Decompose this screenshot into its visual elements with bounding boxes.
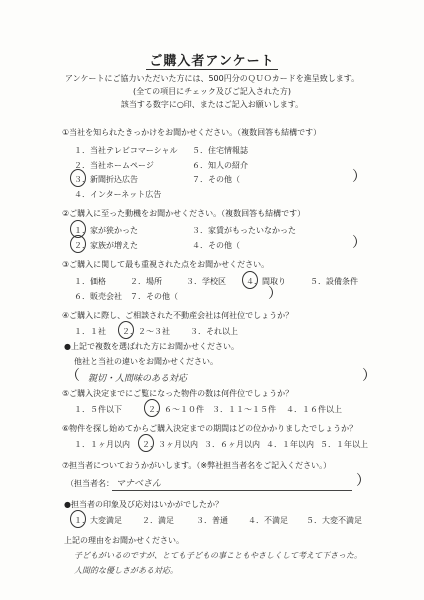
q4-option-1[interactable]: １．１社 [74, 327, 106, 336]
q3-option-1[interactable]: １．価格 [74, 277, 106, 286]
q6-option-3[interactable]: ３．６ヶ月以内 [204, 440, 260, 449]
q3-option-5[interactable]: ５．設備条件 [310, 277, 358, 286]
q7-option-1[interactable]: １．大変満足 [74, 516, 122, 525]
q7-staff-label: （担当者名： [66, 479, 114, 488]
q1-selected-circle [70, 169, 86, 187]
q4-option-2[interactable]: ２．２～３社 [122, 327, 170, 336]
q4-open-paren: （ [66, 368, 80, 384]
q3-selected-circle [242, 271, 258, 289]
q5-option-1[interactable]: １．５件以下 [74, 405, 122, 414]
q7-selected-circle [70, 510, 86, 528]
q7-question: ⑦担当者についておうかがいします。（※弊社担当者名をご記入ください。） [62, 461, 332, 470]
q1-option-3[interactable]: ３．新聞折込広告 [74, 175, 138, 184]
q1-option-6[interactable]: ６．知人の紹介 [192, 161, 248, 170]
q6-question: ⑥物件を探し始めてからご購入決定までの期間はどの位かかりましたでしょうか？ [62, 424, 358, 433]
q6-selected-circle [138, 434, 154, 452]
q7-sub-question: ●担当者の印象及び応対はいかがでしたか？ [64, 500, 223, 509]
q6-option-4[interactable]: ４．１年以内 [266, 440, 314, 449]
q5-question: ⑤ご購入決定までにご覧になった物件の数は何件位でしょうか？ [62, 389, 294, 398]
q1-option-7[interactable]: ７．その他（ [192, 175, 240, 184]
q5-option-2[interactable]: ２．６～１０件 [148, 405, 204, 414]
q3-option-3[interactable]: ３．学校区 [186, 277, 226, 286]
q3-question: ③ご購入に関して最も重視された点をお聞かせください。 [62, 260, 270, 269]
q1-question: ①当社を知られたきっかけをお聞かせください。（複数回答も結構です） [62, 128, 322, 137]
q1-option-2[interactable]: ２．当社ホームページ [74, 161, 154, 170]
q2-option-4[interactable]: ４．その他（ [192, 241, 240, 250]
q3-option-4[interactable]: ４．間取り [246, 277, 286, 286]
q4-close-paren: ） [362, 368, 376, 384]
q7-option-2[interactable]: ２．満足 [142, 516, 174, 525]
q2-option-1[interactable]: １．家が狭かった [74, 226, 138, 235]
q2-question: ②ご購入に至った動機をお聞かせください。（複数回答も結構です） [62, 209, 306, 218]
q1-option-1[interactable]: １．当社テレビコマーシャル [74, 146, 178, 155]
q2-option-3[interactable]: ３．家賃がもったいなかった [192, 226, 296, 235]
q4-option-3[interactable]: ３．それ以上 [190, 327, 238, 336]
q7-name-underline [112, 490, 352, 491]
q7-option-4[interactable]: ４．不満足 [248, 516, 288, 525]
q1-option-4[interactable]: ４．インターネット広告 [74, 190, 162, 199]
q7-reason-label: 上記の理由をお聞かせください。 [64, 536, 184, 545]
q7-option-3[interactable]: ３．普通 [196, 516, 228, 525]
q3-option-6[interactable]: ６．販売会社 [74, 292, 122, 301]
q3-option-2[interactable]: ２．場所 [130, 277, 162, 286]
q5-selected-circle [144, 399, 160, 417]
q4-sub-question-1: ●上記で複数を選ばれた方にお聞かせください。 [64, 342, 239, 351]
q5-option-3[interactable]: ３．１１～１５件 [212, 405, 276, 414]
q7-close-paren: ） [356, 473, 370, 489]
q7-staff-name[interactable]: マナベさん [116, 479, 162, 489]
q7-reason-line-1[interactable]: 子どもがいるのですが、とても子どもの事こともやさしくして考えて下さった。 [74, 551, 362, 560]
q7-option-5[interactable]: ５．大変不満足 [306, 516, 362, 525]
q1-close-paren: ） [352, 169, 366, 185]
q4-question: ④ご購入に際し、ご相談された不動産会社は何社位でしょうか？ [62, 311, 294, 320]
q6-option-2[interactable]: ２．３ヶ月以内 [142, 440, 198, 449]
q5-option-4[interactable]: ４．１６件以上 [286, 405, 342, 414]
q2-close-paren: ） [352, 235, 366, 251]
q4-sub-question-2: 他社と当社の違いをお聞かせください。 [74, 357, 218, 366]
q6-option-1[interactable]: １．１ヶ月以内 [74, 440, 130, 449]
q3-close-paren: ） [268, 286, 282, 302]
q6-option-5[interactable]: ５．１年以上 [320, 440, 368, 449]
q1-option-5[interactable]: ５．住宅情報誌 [192, 146, 248, 155]
q2-option-2[interactable]: ２．家族が増えた [74, 241, 138, 250]
intro-line-3: 該当する数字に○印、またはご記入お願いします。 [120, 100, 304, 109]
q2-selected-circle-2 [70, 235, 86, 253]
q4-selected-circle [118, 321, 134, 339]
intro-line-1: アンケートにご協力いただいた方には、500円分のＱＵＯカードを進呈致します。 [64, 74, 360, 83]
q7-reason-line-2[interactable]: 人間的な優しさがある対応。 [74, 566, 178, 575]
survey-title: ご購入者アンケート [0, 50, 424, 69]
q4-handwritten-answer[interactable]: 親切・人間味のある対応 [88, 374, 188, 384]
q3-option-7[interactable]: ７．その他（ [130, 292, 178, 301]
intro-line-2: (全ての項目にチェック及びご記入された方) [132, 87, 291, 96]
